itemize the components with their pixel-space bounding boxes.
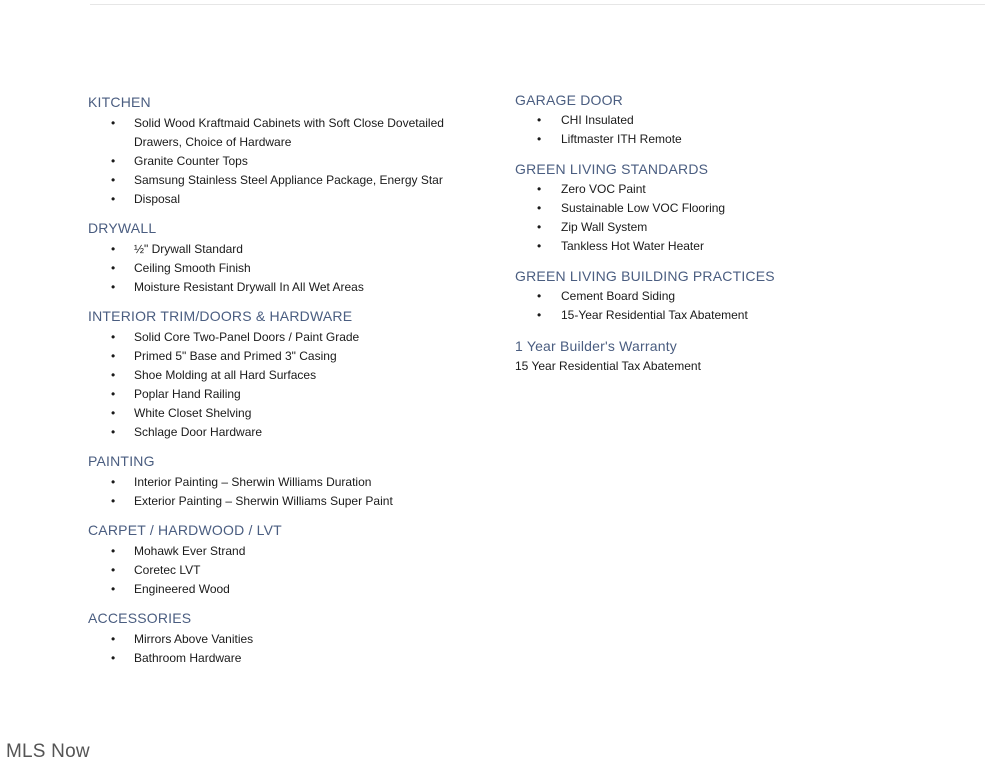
item-text: 15-Year Residential Tax Abatement (561, 308, 748, 322)
warranty-heading: 1 Year Builder's Warranty (515, 338, 678, 354)
list-item (88, 171, 488, 190)
item-text: Poplar Hand Railing (134, 387, 241, 401)
item-text: Liftmaster ITH Remote (561, 132, 682, 146)
section-heading: INTERIOR TRIM/DOORS & HARDWARE (88, 308, 353, 324)
item-text: Cement Board Siding (561, 289, 676, 303)
list-item (88, 649, 488, 668)
bullet-icon: • (537, 182, 542, 196)
list-item (88, 580, 488, 599)
section-heading: GREEN LIVING STANDARDS (515, 161, 709, 177)
list-item (88, 561, 488, 580)
section-drywall (88, 219, 488, 297)
bullet-icon: • (537, 289, 542, 303)
list-item (88, 278, 488, 297)
warranty-text: 15 Year Residential Tax Abatement (515, 359, 701, 373)
bullet-icon: • (111, 406, 116, 420)
list-item (88, 385, 488, 404)
list-item (88, 259, 488, 278)
item-text: Samsung Stainless Steel Appliance Package, Energy Star (134, 173, 443, 187)
bullet-icon: • (111, 425, 116, 439)
section-kitchen (88, 93, 488, 209)
bullet-icon: • (111, 387, 116, 401)
bullet-icon: • (111, 632, 116, 646)
item-text: Solid Wood Kraftmaid Cabinets with Soft Close Dovetailed Drawers, Choice of Hardware (134, 116, 444, 149)
item-text: ½" Drywall Standard (134, 242, 243, 256)
left-column (88, 93, 488, 668)
section-heading: DRYWALL (88, 220, 157, 236)
list-item (88, 630, 488, 649)
item-text: Tankless Hot Water Heater (561, 239, 704, 253)
bullet-icon: • (111, 192, 116, 206)
section-accessories (88, 609, 488, 668)
list-item (88, 423, 488, 442)
section-warranty (515, 337, 955, 375)
top-scan-line (90, 4, 985, 5)
item-text: Zero VOC Paint (561, 182, 646, 196)
bullet-icon: • (111, 368, 116, 382)
list-item (515, 180, 955, 199)
bullet-icon: • (111, 494, 116, 508)
section-heading: CARPET / HARDWOOD / LVT (88, 522, 282, 538)
list-item (88, 347, 488, 366)
item-text: White Closet Shelving (134, 406, 252, 420)
item-text: Solid Core Two-Panel Doors / Paint Grade (134, 330, 360, 344)
list-item (88, 190, 488, 209)
list-item (515, 199, 955, 218)
section-garage-door (515, 91, 955, 149)
bullet-icon: • (537, 113, 542, 127)
bullet-icon: • (537, 239, 542, 253)
list-item (88, 366, 488, 385)
bullet-icon: • (111, 173, 116, 187)
bullet-icon: • (111, 544, 116, 558)
mls-now-watermark: MLS Now (6, 741, 90, 762)
list-item (88, 328, 488, 347)
bullet-icon: • (111, 280, 116, 294)
section-heading: KITCHEN (88, 94, 151, 110)
item-text: Sustainable Low VOC Flooring (561, 201, 726, 215)
item-text: Primed 5" Base and Primed 3" Casing (134, 349, 337, 363)
bullet-icon: • (111, 349, 116, 363)
item-text: Granite Counter Tops (134, 154, 248, 168)
bullet-icon: • (537, 132, 542, 146)
item-text: Disposal (134, 192, 181, 206)
bullet-icon: • (111, 116, 116, 130)
section-green-living-standards (515, 160, 955, 256)
right-column (515, 91, 955, 375)
list-item (88, 492, 488, 511)
bullet-icon: • (111, 330, 116, 344)
bullet-icon: • (537, 308, 542, 322)
list-item (88, 473, 488, 492)
item-text: Coretec LVT (134, 563, 201, 577)
section-heading: GREEN LIVING BUILDING PRACTICES (515, 268, 775, 284)
bullet-icon: • (111, 582, 116, 596)
section-heading: GARAGE DOOR (515, 92, 623, 108)
bullet-icon: • (111, 261, 116, 275)
section-heading: ACCESSORIES (88, 610, 192, 626)
section-interior-trim (88, 307, 488, 442)
item-text: Zip Wall System (561, 220, 648, 234)
list-item (515, 218, 955, 237)
list-item (88, 240, 488, 259)
item-text: Mirrors Above Vanities (134, 632, 254, 646)
section-green-building-practices (515, 267, 955, 325)
item-text: Engineered Wood (134, 582, 230, 596)
list-item (88, 404, 488, 423)
bullet-icon: • (111, 242, 116, 256)
list-item (515, 130, 955, 149)
list-item (515, 111, 955, 130)
bullet-icon: • (111, 475, 116, 489)
section-painting (88, 452, 488, 511)
item-text: Ceiling Smooth Finish (134, 261, 251, 275)
item-text: Bathroom Hardware (134, 651, 242, 665)
list-item (515, 287, 955, 306)
bullet-icon: • (537, 201, 542, 215)
section-heading: PAINTING (88, 453, 155, 469)
list-item (515, 306, 955, 325)
list-item (88, 114, 484, 152)
section-flooring (88, 521, 488, 599)
bullet-icon: • (111, 563, 116, 577)
item-text: CHI Insulated (561, 113, 634, 127)
bullet-icon: • (111, 651, 116, 665)
list-item (88, 542, 488, 561)
item-text: Shoe Molding at all Hard Surfaces (134, 368, 317, 382)
bullet-icon: • (537, 220, 542, 234)
item-text: Mohawk Ever Strand (134, 544, 246, 558)
item-text: Moisture Resistant Drywall In All Wet Areas (134, 280, 364, 294)
item-text: Interior Painting – Sherwin Williams Duration (134, 475, 372, 489)
item-text: Schlage Door Hardware (134, 425, 263, 439)
item-text: Exterior Painting – Sherwin Williams Super Paint (134, 494, 393, 508)
bullet-icon: • (111, 154, 116, 168)
list-item (515, 237, 955, 256)
list-item (88, 152, 488, 171)
